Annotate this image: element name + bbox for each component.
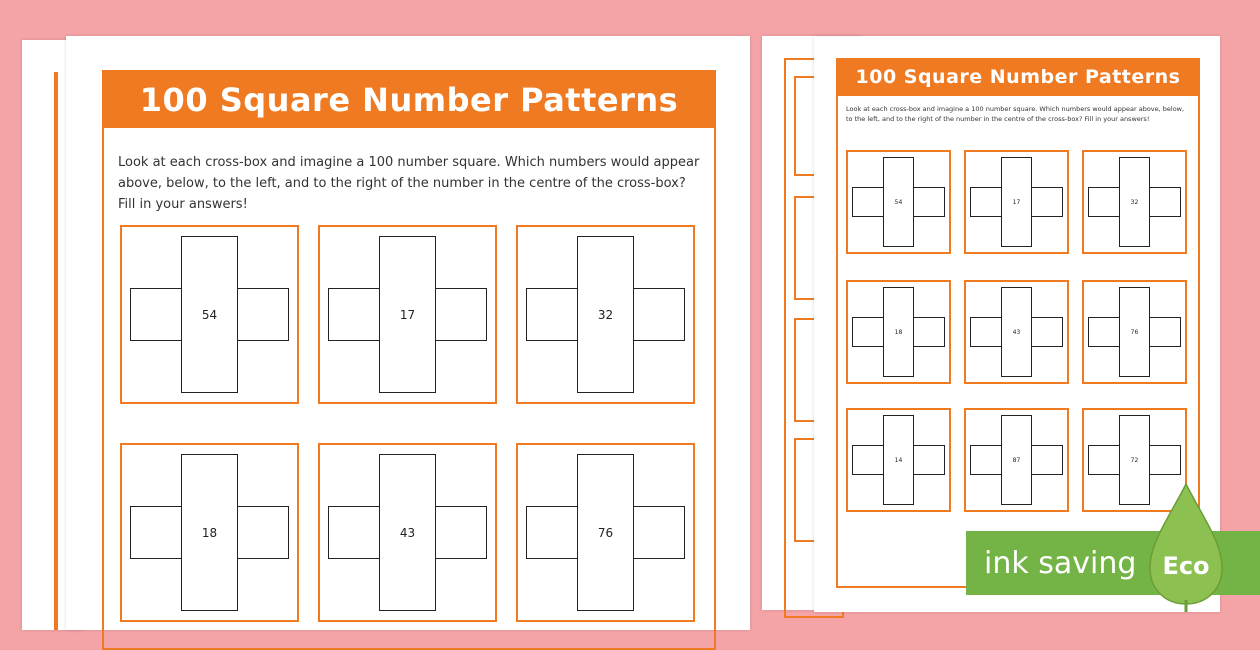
worksheet-instructions-small: Look at each cross-box and imagine a 100 number square. Which numbers would appear above, below, to the left, and to the right of the number in the centre of the cross-box? Fill in your answers! xyxy=(846,105,1185,123)
cross-box-center: 18 xyxy=(883,317,913,347)
cross-box-card xyxy=(846,150,951,254)
eco-leaf-icon xyxy=(1146,482,1226,612)
cross-box-card xyxy=(964,150,1069,254)
cross-box-center: 76 xyxy=(577,506,635,559)
ink-saving-label: ink saving xyxy=(984,545,1137,581)
cross-box-center: 43 xyxy=(379,506,437,559)
cross-box-center: 32 xyxy=(1119,187,1149,217)
cross-box-card xyxy=(318,225,497,404)
stacked-sheet-orange-edge xyxy=(54,72,58,630)
cross-box-center: 32 xyxy=(577,288,635,341)
cross-box-card xyxy=(964,408,1069,512)
eco-badge-text: Eco xyxy=(1162,552,1210,580)
cross-box-card xyxy=(318,443,497,622)
cross-box-center: 54 xyxy=(181,288,239,341)
worksheet-instructions: Look at each cross-box and imagine a 100 number square. Which numbers would appear above, below, to the left, and to the right of the number in the centre of the cross-box? Fill in your answers! xyxy=(118,155,700,212)
cross-box-center: 54 xyxy=(883,187,913,217)
cross-box-card xyxy=(964,280,1069,384)
cross-box-center: 43 xyxy=(1001,317,1031,347)
worksheet-title-small: 100 Square Number Patterns xyxy=(836,58,1200,96)
cross-box-card xyxy=(120,225,299,404)
cross-box-card xyxy=(516,443,695,622)
cross-box-card xyxy=(516,225,695,404)
cross-box-center: 76 xyxy=(1119,317,1149,347)
cross-box-center: 72 xyxy=(1119,445,1149,475)
worksheet-title: 100 Square Number Patterns xyxy=(102,72,716,128)
cross-box-card xyxy=(120,443,299,622)
cross-box-card xyxy=(1082,280,1187,384)
cross-box-card xyxy=(846,408,951,512)
cross-box-center: 17 xyxy=(379,288,437,341)
worksheet-main xyxy=(66,36,750,630)
cross-box-card xyxy=(1082,150,1187,254)
cross-box-card xyxy=(846,280,951,384)
cross-box-center: 18 xyxy=(181,506,239,559)
cross-box-center: 14 xyxy=(883,445,913,475)
cross-box-center: 17 xyxy=(1001,187,1031,217)
cross-box-center: 87 xyxy=(1001,445,1031,475)
